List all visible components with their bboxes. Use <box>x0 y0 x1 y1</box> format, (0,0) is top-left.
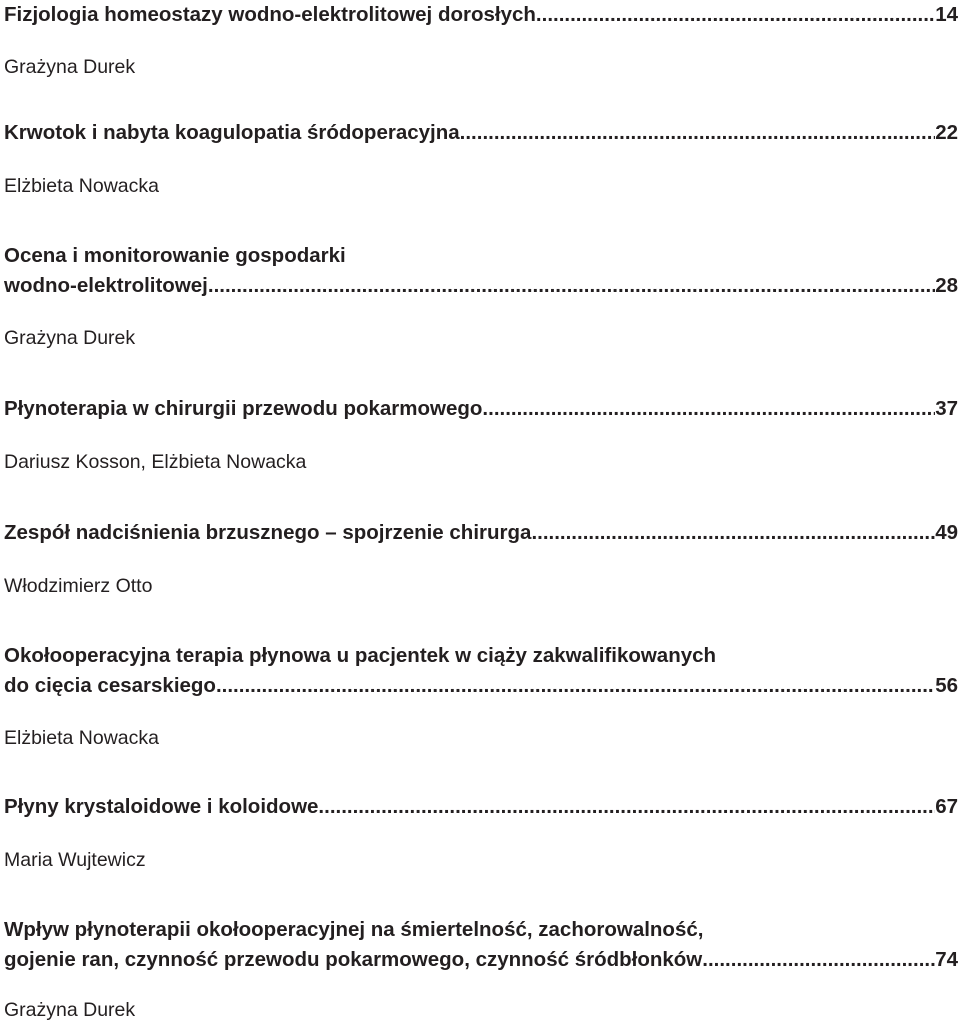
toc-entry-title[interactable] <box>4 518 960 548</box>
toc-title-text: Krwotok i nabyta koagulopatia śródoperacyjna <box>4 121 460 144</box>
toc-entry-title[interactable] <box>4 394 960 424</box>
dot-leader <box>702 945 935 975</box>
dot-leader <box>318 792 935 822</box>
toc-page-number: 56 <box>935 674 958 697</box>
toc-entry-title[interactable] <box>4 271 960 301</box>
toc-page-number: 22 <box>935 121 958 144</box>
toc-entry-author: Grażyna Durek <box>4 327 136 349</box>
toc-title-text: Płyny krystaloidowe i koloidowe <box>4 795 319 818</box>
toc-page-number: 14 <box>935 3 958 26</box>
toc-entry-title[interactable] <box>4 945 960 975</box>
dot-leader <box>460 118 936 148</box>
toc-entry <box>4 792 960 872</box>
toc-page-number: 67 <box>935 795 958 818</box>
toc-page-number: 49 <box>935 521 958 544</box>
toc-entry-author: Grażyna Durek <box>4 999 136 1021</box>
toc-page-number: 28 <box>935 274 958 297</box>
dot-leader <box>216 671 935 701</box>
toc-entry-author: Dariusz Kosson, Elżbieta Nowacka <box>4 451 307 473</box>
toc-title-text: wodno-elektrolitowej <box>4 274 208 297</box>
toc-entry-title[interactable] <box>4 118 960 148</box>
toc-entry-author: Grażyna Durek <box>4 56 136 78</box>
toc-title-text: do cięcia cesarskiego <box>4 674 216 697</box>
dot-leader <box>482 394 935 424</box>
toc-entry-title-line[interactable]: Wpływ płynoterapii okołooperacyjnej na śmiertelność, zachorowalność, <box>4 918 704 941</box>
dot-leader <box>208 271 935 301</box>
toc-entry-title-line[interactable]: Ocena i monitorowanie gospodarki <box>4 244 346 267</box>
toc-entry-author: Włodzimierz Otto <box>4 575 153 597</box>
toc-entry-title[interactable] <box>4 792 960 822</box>
toc-title-text: Fizjologia homeostazy wodno-elektrolitowej dorosłych <box>4 3 536 26</box>
toc-title-text: gojenie ran, czynność przewodu pokarmowego, czynność śródbłonków <box>4 948 703 971</box>
toc-entry-title[interactable] <box>4 0 960 30</box>
dot-leader <box>531 518 935 548</box>
toc-title-text: Płynoterapia w chirurgii przewodu pokarmowego <box>4 397 483 420</box>
toc-entry <box>4 241 960 350</box>
dot-leader <box>536 0 935 30</box>
toc-entry-author: Elżbieta Nowacka <box>4 727 159 749</box>
toc-entry <box>4 641 960 750</box>
toc-entry-title[interactable] <box>4 671 960 701</box>
toc-entry-author: Maria Wujtewicz <box>4 849 146 871</box>
toc-page-number: 37 <box>935 397 958 420</box>
toc-entry <box>4 118 960 198</box>
toc-entry-author: Elżbieta Nowacka <box>4 175 159 197</box>
toc-entry <box>4 0 960 79</box>
toc-entry <box>4 394 960 474</box>
toc-entry <box>4 518 960 598</box>
toc-title-text: Zespół nadciśnienia brzusznego – spojrzenie chirurga <box>4 521 532 544</box>
toc-page-number: 74 <box>935 948 958 971</box>
toc-entry <box>4 915 960 1022</box>
toc-entry-title-line[interactable]: Okołooperacyjna terapia płynowa u pacjentek w ciąży zakwalifikowanych <box>4 644 717 667</box>
